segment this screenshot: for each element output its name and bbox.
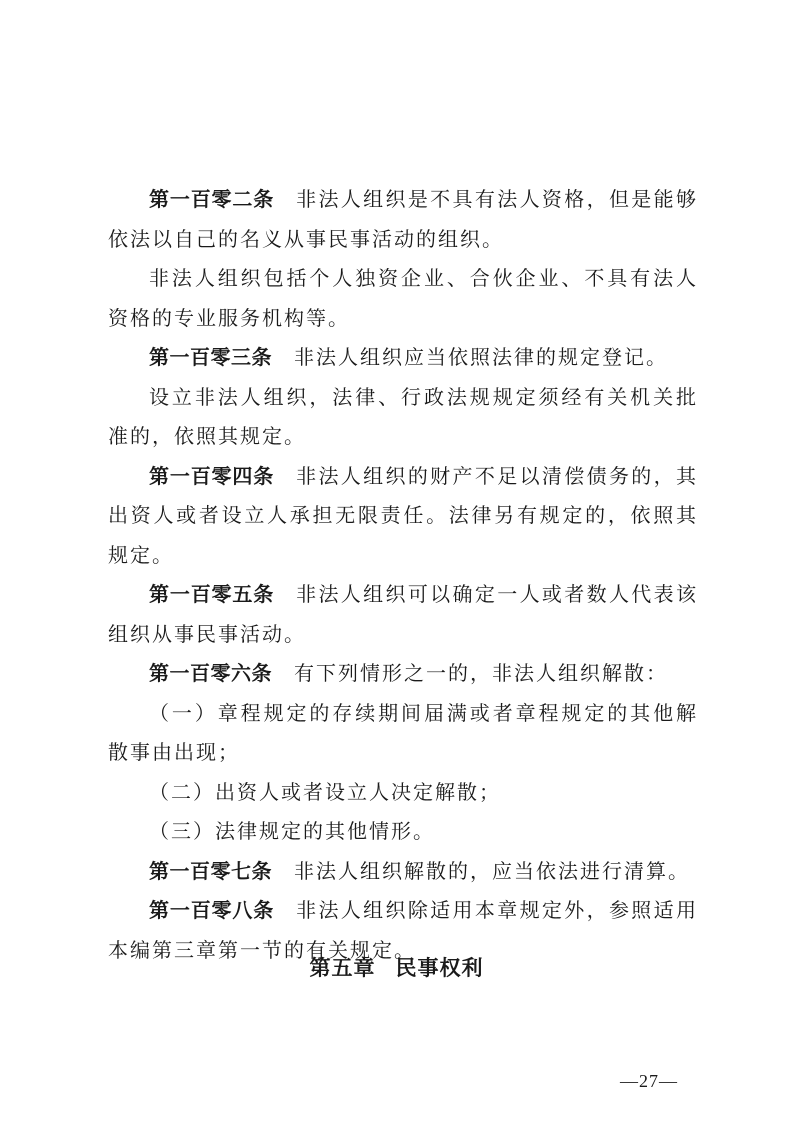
article-106	[108, 654, 698, 694]
chapter-heading	[0, 952, 793, 982]
article-103-paragraph-2: 设立非法人组织，法律、行政法规规定须经有关机关批准的，依照其规定。	[108, 384, 698, 448]
article-number: 第一百零八条	[149, 898, 275, 922]
article-number: 第一百零三条	[149, 345, 272, 369]
article-number: 第一百零七条	[149, 858, 272, 883]
article-102	[108, 180, 698, 259]
chapter-title: 民事权利	[395, 956, 484, 980]
article-106-item-1: （一）章程规定的存续期间届满或者章程规定的其他解散事由出现；	[108, 700, 698, 764]
article-105	[108, 575, 698, 654]
article-102-paragraph-2: 非法人组织包括个人独资企业、合伙企业、不具有法人资格的专业服务机构等。	[108, 266, 698, 330]
article-text: 非法人组织解散的，应当依法进行清算。	[294, 858, 690, 883]
article-text: 非法人组织应当依照法律的规定登记。	[294, 345, 668, 369]
article-104	[108, 457, 698, 576]
page-number: —27—	[620, 1071, 678, 1091]
article-number: 第一百零二条	[149, 187, 275, 211]
article-106-item-2: （二）出资人或者设立人决定解散；	[149, 779, 501, 804]
article-text: 有下列情形之一的，非法人组织解散：	[294, 661, 668, 685]
article-number: 第一百零六条	[149, 661, 272, 685]
article-text: 非法人组织可以确定一人或者数人代表该组织从事民事活动。	[108, 582, 699, 646]
article-106-item-3: （三）法律规定的其他情形。	[149, 819, 435, 843]
article-text: 非法人组织除适用本章规定外，参照适用本编第三章第一节的有关规定。	[108, 898, 699, 962]
article-107	[108, 852, 698, 892]
article-number: 第一百零五条	[149, 582, 275, 606]
article-103	[108, 338, 698, 378]
article-number: 第一百零四条	[149, 463, 275, 488]
article-text: 非法人组织是不具有法人资格，但是能够依法以自己的名义从事民事活动的组织。	[108, 187, 699, 251]
document-body	[108, 180, 698, 970]
article-text: 非法人组织的财产不足以清偿债务的，其出资人或者设立人承担无限责任。法律另有规定的，依照其规定。	[108, 463, 699, 567]
chapter-number: 第五章	[309, 956, 376, 980]
